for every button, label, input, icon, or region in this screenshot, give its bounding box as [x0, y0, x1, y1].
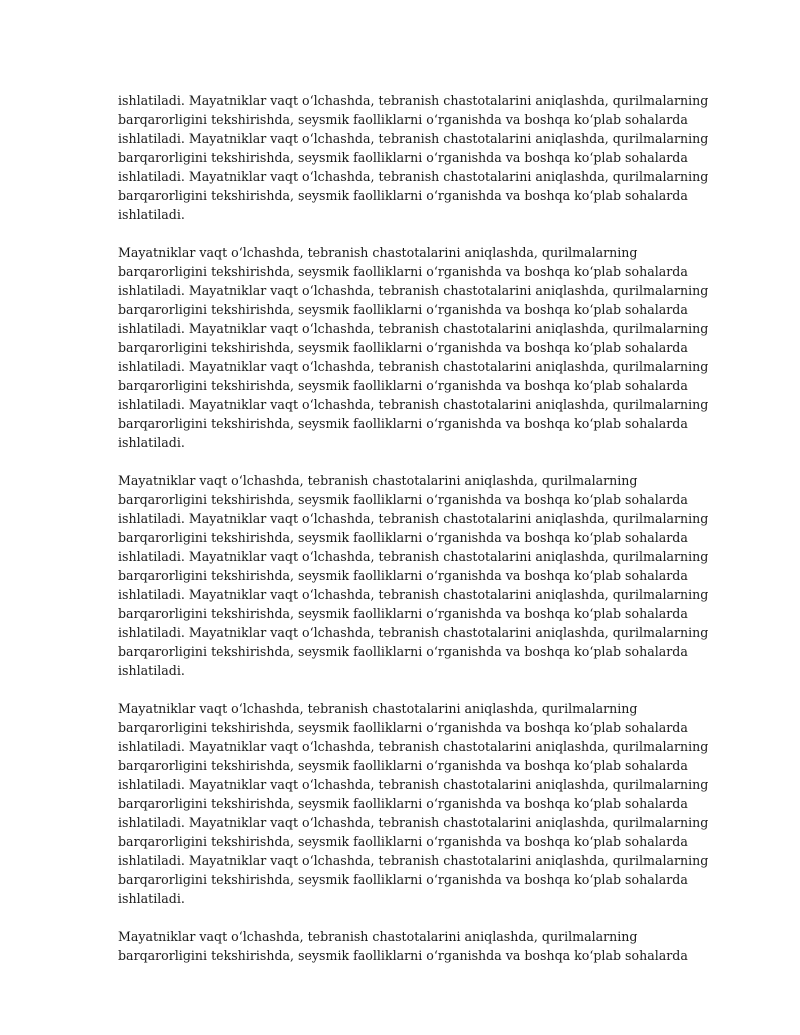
text-line: barqarorligini tekshirishda, seysmik faolliklarni o‘rganishda va boshqa ko‘plab sohalarda: [118, 872, 688, 887]
text-line: barqarorligini tekshirishda, seysmik faolliklarni o‘rganishda va boshqa ko‘plab sohalarda: [118, 758, 688, 773]
text-line: barqarorligini tekshirishda, seysmik faolliklarni o‘rganishda va boshqa ko‘plab sohalarda: [118, 340, 688, 355]
text-line: barqarorligini tekshirishda, seysmik faolliklarni o‘rganishda va boshqa ko‘plab sohalarda: [118, 264, 688, 279]
text-line: barqarorligini tekshirishda, seysmik faolliklarni o‘rganishda va boshqa ko‘plab sohalarda: [118, 796, 688, 811]
text-line: ishlatiladi. Mayatniklar vaqt o‘lchashda, tebranish chastotalarini aniqlashda, qurilmalarning: [118, 93, 709, 108]
text-line: barqarorligini tekshirishda, seysmik faolliklarni o‘rganishda va boshqa ko‘plab sohalarda: [118, 112, 688, 127]
text-line: ishlatiladi.: [118, 663, 185, 678]
text-line: ishlatiladi.: [118, 891, 185, 906]
text-line: Mayatniklar vaqt o‘lchashda, tebranish chastotalarini aniqlashda, qurilmalarning: [118, 701, 638, 716]
paragraph-2: [118, 243, 709, 452]
text-line: ishlatiladi. Mayatniklar vaqt o‘lchashda, tebranish chastotalarini aniqlashda, qurilmalarning: [118, 549, 709, 564]
paragraph-3: [118, 471, 709, 680]
text-line: ishlatiladi. Mayatniklar vaqt o‘lchashda, tebranish chastotalarini aniqlashda, qurilmalarning: [118, 625, 709, 640]
text-line: barqarorligini tekshirishda, seysmik faolliklarni o‘rganishda va boshqa ko‘plab sohalarda: [118, 530, 688, 545]
paragraph-4: [118, 699, 709, 908]
text-line: ishlatiladi. Mayatniklar vaqt o‘lchashda, tebranish chastotalarini aniqlashda, qurilmalarning: [118, 853, 709, 868]
text-line: barqarorligini tekshirishda, seysmik faolliklarni o‘rganishda va boshqa ko‘plab sohalarda: [118, 644, 688, 659]
text-line: ishlatiladi.: [118, 435, 185, 450]
text-line: barqarorligini tekshirishda, seysmik faolliklarni o‘rganishda va boshqa ko‘plab sohalarda: [118, 606, 688, 621]
text-line: ishlatiladi. Mayatniklar vaqt o‘lchashda, tebranish chastotalarini aniqlashda, qurilmalarning: [118, 587, 709, 602]
text-line: barqarorligini tekshirishda, seysmik faolliklarni o‘rganishda va boshqa ko‘plab sohalarda: [118, 834, 688, 849]
text-line: ishlatiladi. Mayatniklar vaqt o‘lchashda, tebranish chastotalarini aniqlashda, qurilmalarning: [118, 283, 709, 298]
text-line: barqarorligini tekshirishda, seysmik faolliklarni o‘rganishda va boshqa ko‘plab sohalarda: [118, 150, 688, 165]
text-line: Mayatniklar vaqt o‘lchashda, tebranish chastotalarini aniqlashda, qurilmalarning: [118, 245, 638, 260]
document-body: [118, 91, 709, 984]
text-line: Mayatniklar vaqt o‘lchashda, tebranish chastotalarini aniqlashda, qurilmalarning: [118, 929, 638, 944]
text-line: ishlatiladi. Mayatniklar vaqt o‘lchashda, tebranish chastotalarini aniqlashda, qurilmalarning: [118, 739, 709, 754]
text-line: barqarorligini tekshirishda, seysmik faolliklarni o‘rganishda va boshqa ko‘plab sohalarda: [118, 720, 688, 735]
paragraph-1: [118, 91, 709, 224]
paragraph-5: [118, 927, 688, 965]
text-line: ishlatiladi. Mayatniklar vaqt o‘lchashda, tebranish chastotalarini aniqlashda, qurilmalarning: [118, 131, 709, 146]
text-line: ishlatiladi. Mayatniklar vaqt o‘lchashda, tebranish chastotalarini aniqlashda, qurilmalarning: [118, 397, 709, 412]
text-line: barqarorligini tekshirishda, seysmik faolliklarni o‘rganishda va boshqa ko‘plab sohalarda: [118, 302, 688, 317]
text-line: ishlatiladi. Mayatniklar vaqt o‘lchashda, tebranish chastotalarini aniqlashda, qurilmalarning: [118, 511, 709, 526]
text-line: ishlatiladi. Mayatniklar vaqt o‘lchashda, tebranish chastotalarini aniqlashda, qurilmalarning: [118, 815, 709, 830]
text-line: barqarorligini tekshirishda, seysmik faolliklarni o‘rganishda va boshqa ko‘plab sohalarda: [118, 188, 688, 203]
text-line: barqarorligini tekshirishda, seysmik faolliklarni o‘rganishda va boshqa ko‘plab sohalarda: [118, 948, 688, 963]
text-line: ishlatiladi. Mayatniklar vaqt o‘lchashda, tebranish chastotalarini aniqlashda, qurilmalarning: [118, 359, 709, 374]
text-line: ishlatiladi. Mayatniklar vaqt o‘lchashda, tebranish chastotalarini aniqlashda, qurilmalarning: [118, 169, 709, 184]
text-line: barqarorligini tekshirishda, seysmik faolliklarni o‘rganishda va boshqa ko‘plab sohalarda: [118, 568, 688, 583]
text-line: ishlatiladi.: [118, 207, 185, 222]
text-line: barqarorligini tekshirishda, seysmik faolliklarni o‘rganishda va boshqa ko‘plab sohalarda: [118, 416, 688, 431]
text-line: ishlatiladi. Mayatniklar vaqt o‘lchashda, tebranish chastotalarini aniqlashda, qurilmalarning: [118, 321, 709, 336]
text-line: barqarorligini tekshirishda, seysmik faolliklarni o‘rganishda va boshqa ko‘plab sohalarda: [118, 492, 688, 507]
text-line: Mayatniklar vaqt o‘lchashda, tebranish chastotalarini aniqlashda, qurilmalarning: [118, 473, 638, 488]
text-line: ishlatiladi. Mayatniklar vaqt o‘lchashda, tebranish chastotalarini aniqlashda, qurilmalarning: [118, 777, 709, 792]
text-line: barqarorligini tekshirishda, seysmik faolliklarni o‘rganishda va boshqa ko‘plab sohalarda: [118, 378, 688, 393]
